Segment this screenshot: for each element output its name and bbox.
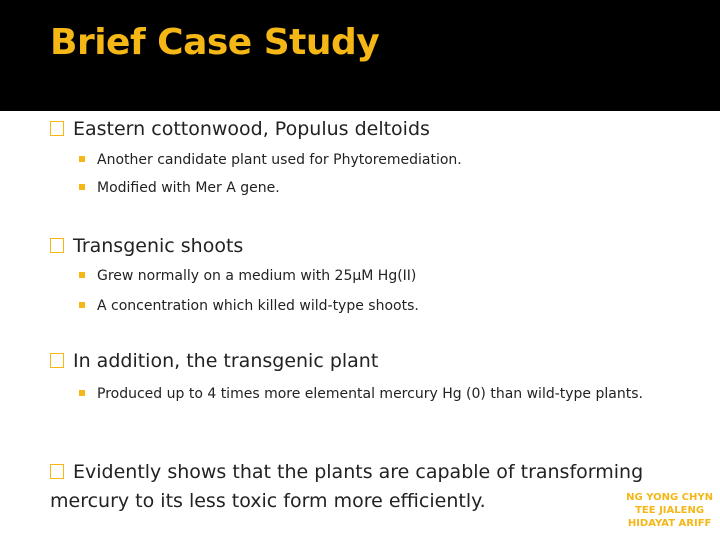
filled-square-icon: [79, 272, 85, 278]
filled-square-icon: [79, 390, 85, 396]
sub-bullet-text: Another candidate plant used for Phytoremediation.: [97, 152, 462, 168]
hollow-square-icon: [50, 464, 64, 479]
bullet-text: Evidently shows that the plants are capable of transforming mercury to its less toxic form more efficiently.: [50, 461, 644, 512]
sub-bullet-text: Grew normally on a medium with 25µM Hg(II): [97, 268, 417, 284]
sub-bullet-item: [79, 384, 698, 404]
sub-bullet-item: [79, 180, 280, 196]
sub-bullet-item: [79, 298, 419, 314]
sub-bullet-text: Modified with Mer A gene.: [97, 180, 280, 196]
bullet-text: Eastern cottonwood, Populus deltoids: [73, 118, 430, 140]
sub-bullet-item: [79, 268, 416, 284]
sub-bullet-item: [79, 152, 462, 168]
hollow-square-icon: [50, 121, 64, 136]
credit-name: TEE JIALENG: [635, 505, 705, 516]
bullet-item-1: [50, 118, 430, 140]
filled-square-icon: [79, 156, 85, 162]
bullet-text: Transgenic shoots: [73, 235, 244, 257]
bullet-text: In addition, the transgenic plant: [73, 350, 379, 372]
bullet-item-2: [50, 235, 243, 257]
hollow-square-icon: [50, 238, 64, 253]
filled-square-icon: [79, 184, 85, 190]
sub-bullet-text: A concentration which killed wild-type shoots.: [97, 298, 419, 314]
credit-name: HIDAYAT ARIFF: [627, 518, 712, 529]
bullet-item-4: [50, 458, 670, 516]
hollow-square-icon: [50, 353, 64, 368]
slide-title: Brief Case Study: [50, 22, 380, 63]
author-credits: [626, 491, 713, 530]
filled-square-icon: [79, 302, 85, 308]
credit-name: NG YONG CHYN: [626, 492, 713, 503]
sub-bullet-text: Produced up to 4 times more elemental mercury Hg (0) than wild-type plants.: [97, 386, 643, 402]
bullet-item-3: [50, 350, 378, 372]
